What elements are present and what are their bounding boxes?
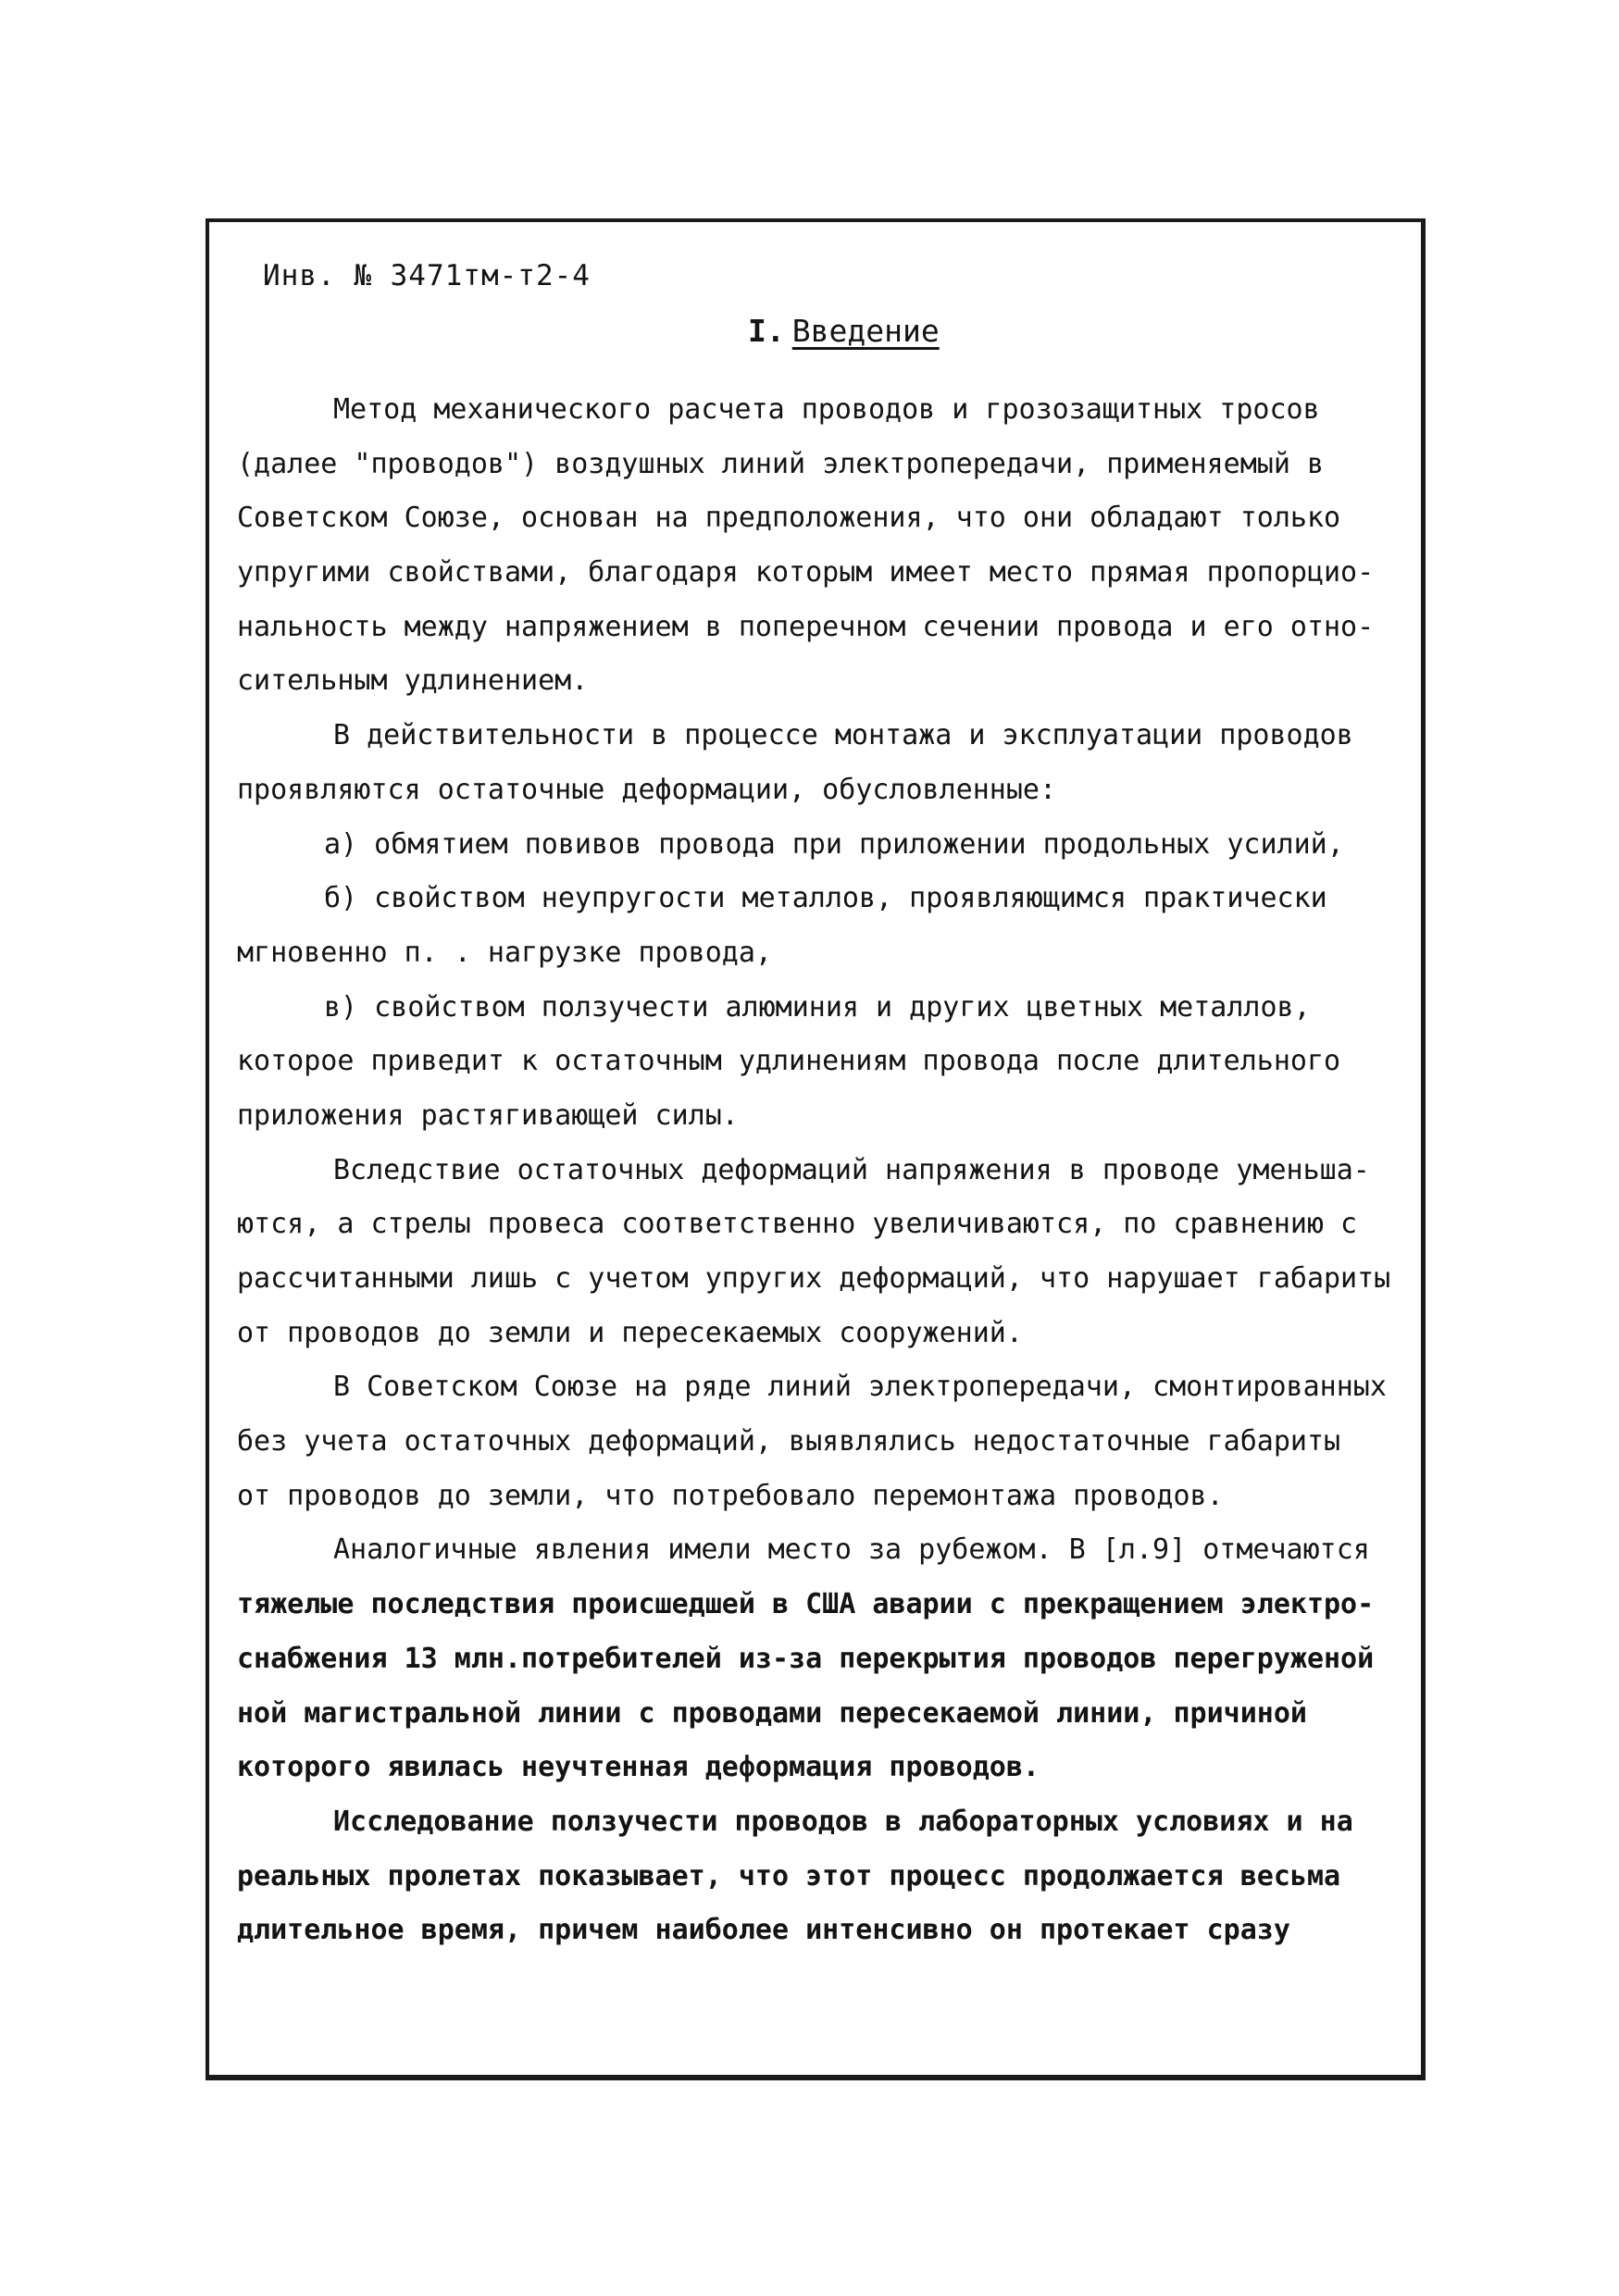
body-line: Советском Союзе, основан на предположения, что они обладают только [237,502,1341,535]
body-line: от проводов до земли, что потребовало перемонтажа проводов. [237,1479,1224,1512]
body-line: Вследствие остаточных деформаций напряжения в проводе уменьша- [333,1153,1370,1186]
body-line: рассчитанными лишь с учетом упругих деформаций, что нарушает габариты [237,1262,1391,1295]
body-line: В Советском Союзе на ряде линий электропередачи, смонтированных [333,1371,1387,1404]
section-title: Введение [791,313,940,349]
body-line: Исследование ползучести проводов в лабораторных условиях и на [333,1805,1353,1838]
body-line: снабжения 13 млн.потребителей из-за перекрытия проводов перегруженой [237,1642,1375,1675]
body-line: приложения растягивающей силы. [237,1098,739,1132]
body-line: ются, а стрелы провеса соответственно увеличиваются, по сравнению с [237,1208,1358,1241]
body-line: а) обмятием повивов провода при приложении продольных усилий, [324,827,1344,861]
body-line: проявляются остаточные деформации, обусловленные: [237,773,1057,806]
section-number: I. [748,313,785,349]
body-line: сительным удлинением. [237,664,589,698]
body-text [237,383,1409,1958]
body-line: нальность между напряжением в поперечном сечении провода и его отно- [237,610,1375,643]
body-line: длительное время, причем наиболее интенсивно он протекает сразу [237,1914,1290,1947]
body-line: от проводов до земли и пересекаемых сооружений. [237,1316,1023,1349]
body-line: ной магистральной линии с проводами пересекаемой линии, причиной [237,1696,1307,1730]
body-line: (далее "проводов") воздушных линий электропередачи, применяемый в [237,447,1324,480]
body-line: Аналогичные явления имели место за рубежом. В [л.9] отмечаются [333,1533,1370,1567]
section-heading [748,313,940,349]
inventory-number: Инв. № 3471тм-т2-4 [263,259,591,292]
body-line: В действительности в процессе монтажа и эксплуатации проводов [333,719,1353,752]
body-line: б) свойством неупругости металлов, проявляющимся практически [324,882,1327,915]
body-line: тяжелые последствия происшедшей в США аварии с прекращением электро- [237,1588,1375,1621]
body-line: мгновенно п. . нагрузке провода, [237,936,772,969]
body-line: Метод механического расчета проводов и грозозащитных тросов [333,393,1320,426]
body-line: которое приведит к остаточным удлинениям провода после длительного [237,1045,1341,1078]
body-line: упругими свойствами, благодаря которым имеет место прямая пропорцио- [237,556,1375,590]
body-line: реальных пролетах показывает, что этот процесс продолжается весьма [237,1859,1341,1893]
body-line: которого явилась неучтенная деформация проводов. [237,1751,1040,1784]
body-line: без учета остаточных деформаций, выявлялись недостаточные габариты [237,1425,1341,1458]
body-line: в) свойством ползучести алюминия и других цветных металлов, [324,990,1311,1024]
